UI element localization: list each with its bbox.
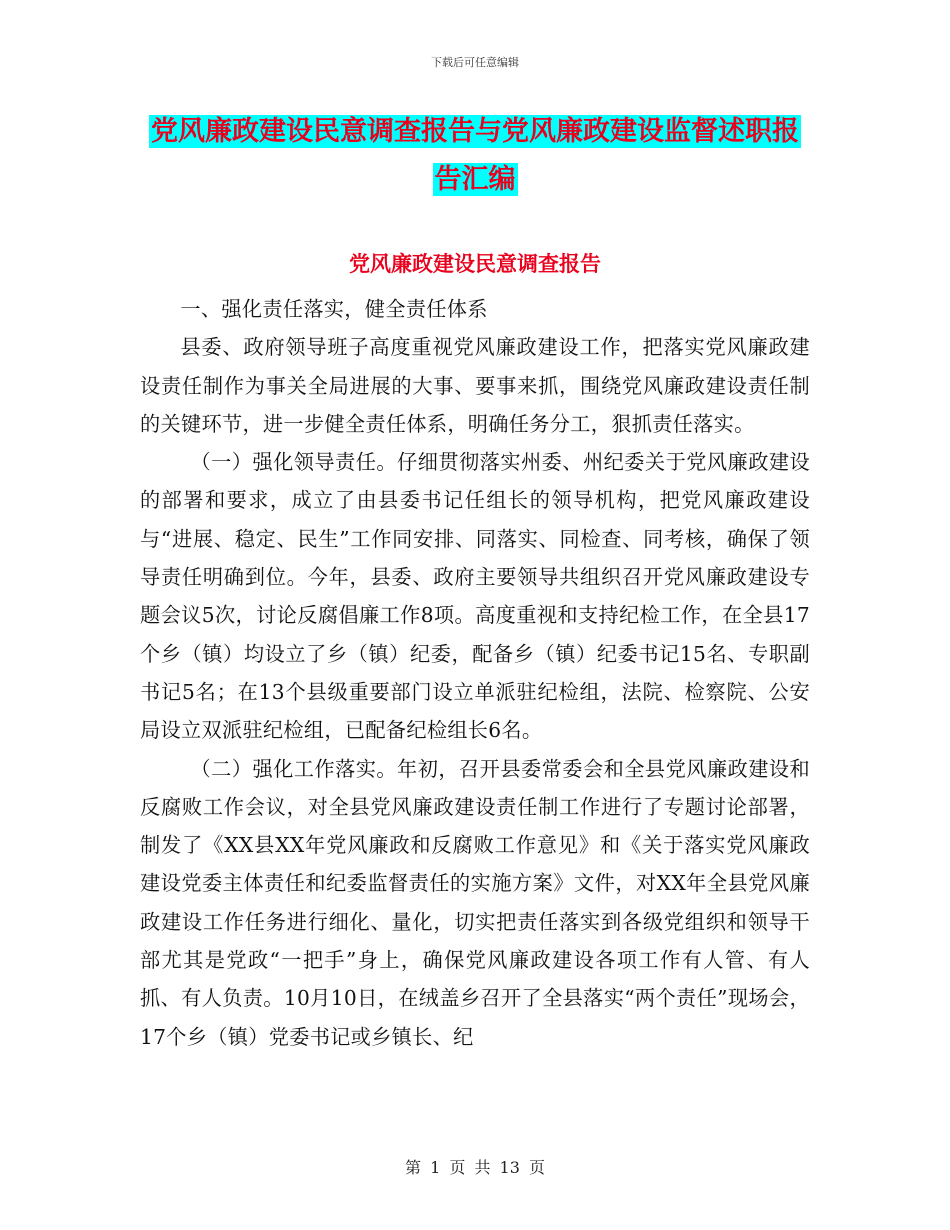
paragraph-heading: 一、强化责任落实，健全责任体系 bbox=[180, 297, 488, 321]
section-title: 党风廉政建设民意调查报告 bbox=[349, 252, 601, 276]
page-footer: 第 1 页 共 13 页 bbox=[405, 1158, 545, 1177]
header-note: 下载后可任意编辑 bbox=[431, 56, 519, 69]
paragraph: （二）强化工作落实。年初，召开县委常委会和全县党风廉政建设和反腐败工作会议，对全县党风廉政建设责任制工作进行了专题讨论部署，制发了《XX县XX年党风廉政和反腐败工作意见》和《关于落实党风廉政建设党委主体责任和纪委监督责任的实施方案》文件，对XX年全县党风廉政建设工作任务进行细化、量化，切实把责任落实到各级党组织和领导干部尤其是党政“一把手”身上，确保党风廉政建设各项工作有人管、有人抓、有人负责。10月10日，在绒盖乡召开了全县落实“两个责任”现场会，17个乡（镇）党委书记或乡镇长、纪 bbox=[140, 756, 810, 1049]
document-title-text: 党风廉政建设民意调查报告与党风廉政建设监督述职报告汇编 bbox=[151, 116, 799, 195]
paragraph: （一）强化领导责任。仔细贯彻落实州委、州纪委关于党风廉政建设的部署和要求，成立了由县委书记任组长的领导机构，把党风廉政建设与“进展、稳定、民生”工作同安排、同落实、同检查、同考核，确保了领导责任明确到位。今年，县委、政府主要领导共组织召开党风廉政建设专题会议5次，讨论反腐倡廉工作8项。高度重视和支持纪检工作，在全县17个乡（镇）均设立了乡（镇）纪委，配备乡（镇）纪委书记15名、专职副书记5名；在13个县级重要部门设立单派驻纪检组，法院、检察院、公安局设立双派驻纪检组，已配备纪检组长6名。 bbox=[140, 450, 810, 743]
paragraph: 县委、政府领导班子高度重视党风廉政建设工作，把落实党风廉政建设责任制作为事关全局进展的大事、要事来抓，围绕党风廉政建设责任制的关键环节，进一步健全责任体系，明确任务分工，狠抓责任落实。 bbox=[140, 335, 810, 436]
document-body bbox=[140, 290, 810, 1056]
document-title bbox=[140, 108, 810, 204]
